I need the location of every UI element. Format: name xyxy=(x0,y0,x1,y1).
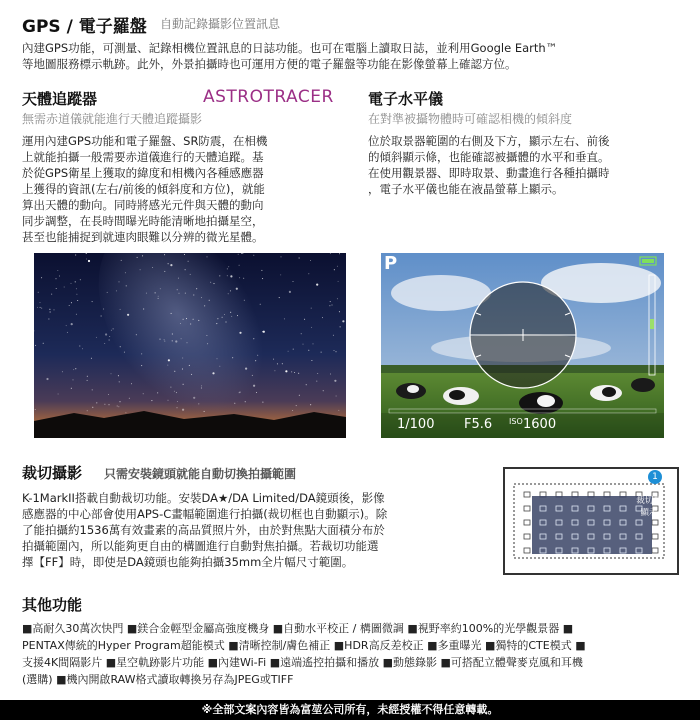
diagram-number-badge: 1 xyxy=(648,470,662,484)
astrotracer-body xyxy=(22,133,348,245)
level-title: 電子水平儀 xyxy=(368,90,444,108)
body-line: ，電子水平儀也能在液晶螢幕上顯示。 xyxy=(368,182,564,196)
crop-title: 裁切攝影 xyxy=(22,464,83,482)
features-line: PENTAX傳統的Hyper Program超能模式 ■清晰控制/膚色補正 ■HDR高反差校正 ■多重曝光 ■獨特的CTE模式 ■ xyxy=(22,639,586,652)
body-line: K-1MarkII搭載自動裁切功能。安裝DA★/DA Limited/DA鏡頭後，影像 xyxy=(22,491,385,505)
cow xyxy=(519,392,563,414)
body-line: 運用內建GPS功能和電子羅盤、SR防震，在相機 xyxy=(22,134,268,148)
cow xyxy=(443,387,479,405)
body-line: 甚至也能捕捉到就連肉眼難以分辨的微光星體。 xyxy=(22,230,264,244)
features-line: 支援4K間隔影片 ■星空軌跡影片功能 ■內建Wi-Fi ■遠端遙控拍攝和播放 ■動態錄影 ■可搭配立體聲麥克風和耳機 xyxy=(22,656,583,669)
page-subtitle: 自動記錄攝影位置訊息 xyxy=(160,17,281,31)
body-line: 拍攝範圍內，所以能夠更自由的構圖進行自動對焦拍攝。若裁切功能選 xyxy=(22,539,379,553)
body-line: 擇【FF】時，即使是DA鏡頭也能夠拍攝35mm全片幅尺寸範圍。 xyxy=(22,555,354,569)
other-features-title: 其他功能 xyxy=(22,596,83,614)
body-line: 位於取景器範圍的右側及下方，顯示左右、前後 xyxy=(368,134,610,148)
gps-description-line: 內建GPS功能，可測量、記錄相機位置訊息的日誌功能。也可在電腦上讀取日誌，並利用Google Earth™ xyxy=(22,41,558,55)
electronic-level-photo xyxy=(381,253,664,438)
cow xyxy=(396,383,426,399)
copyright-footer: ※全部文案內容皆為富堃公司所有，未經授權不得任意轉載。 xyxy=(0,700,700,720)
astrotracer-title: 天體追蹤器 xyxy=(22,90,98,108)
page-title: GPS / 電子羅盤 xyxy=(22,17,147,37)
body-line: 於從GPS衛星上獲取的緯度和相機內各種感應器 xyxy=(22,166,264,180)
level-subtitle: 在對準被攝物體時可確認相機的傾斜度 xyxy=(368,112,573,126)
body-line: 的傾斜顯示條，也能確認被攝體的水平和垂直。 xyxy=(368,150,610,164)
crop-subtitle: 只需安裝鏡頭就能自動切換拍攝範圍 xyxy=(104,467,297,481)
crop-frame-diagram xyxy=(502,466,680,576)
aperture-value: F5.6 xyxy=(464,417,493,432)
body-line: 在使用觀景器、即時取景、動畫進行各種拍攝時 xyxy=(368,166,610,180)
iso-value: 1600 xyxy=(523,417,557,432)
body-line: 上就能拍攝一般需要赤道儀進行的天體追蹤。基 xyxy=(22,150,264,164)
crop-body xyxy=(22,490,502,570)
body-line: 了能拍攝約1536萬有效畫素的高品質照片外，由於對焦點大面積分布於 xyxy=(22,523,385,537)
body-line: 上獲得的資訊(左右/前後的傾斜度和方位)，就能 xyxy=(22,182,265,196)
gps-description xyxy=(22,40,682,72)
other-features-list xyxy=(22,620,684,688)
exposure-mode: P xyxy=(384,253,398,274)
crop-frame-label-line: 裁切框 xyxy=(636,496,662,506)
body-line: 算出天體的動向。同時將感光元件與天體的動向 xyxy=(22,198,264,212)
shutter-speed: 1/100 xyxy=(397,417,435,432)
body-line: 同步調整，在長時間曝光時能清晰地拍攝星空， xyxy=(22,214,264,228)
level-body xyxy=(368,133,680,197)
astrotracer-brand: ASTROTRACER xyxy=(203,87,334,107)
cow xyxy=(631,378,655,392)
features-line: ■高耐久30萬次快門 ■鎂合金輕型金屬高強度機身 ■自動水平校正 / 構圖微調 ■視野率約100%的光學觀景器 ■ xyxy=(22,622,574,635)
astrotracer-logo xyxy=(203,87,334,107)
features-line: (選購) ■機內開啟RAW格式讀取轉換另存為JPEG或TIFF xyxy=(22,673,294,686)
body-line: 感應器的中心部會使用APS-C畫幅範圍進行拍攝(裁切框也自動顯示)。除 xyxy=(22,507,388,521)
crop-frame-label-line: 顯示 xyxy=(640,508,658,518)
iso-label: ISO xyxy=(509,417,523,426)
gps-description-line: 等地圖服務標示軌跡。此外，外景拍攝時也可運用方便的電子羅盤等功能在影像螢幕上確認方位。 xyxy=(22,57,517,71)
starry-sky-photo xyxy=(34,253,346,438)
astrotracer-subtitle: 無需赤道儀就能進行天體追蹤攝影 xyxy=(22,112,203,126)
crop-frame-label xyxy=(629,495,669,519)
cow xyxy=(590,385,622,401)
